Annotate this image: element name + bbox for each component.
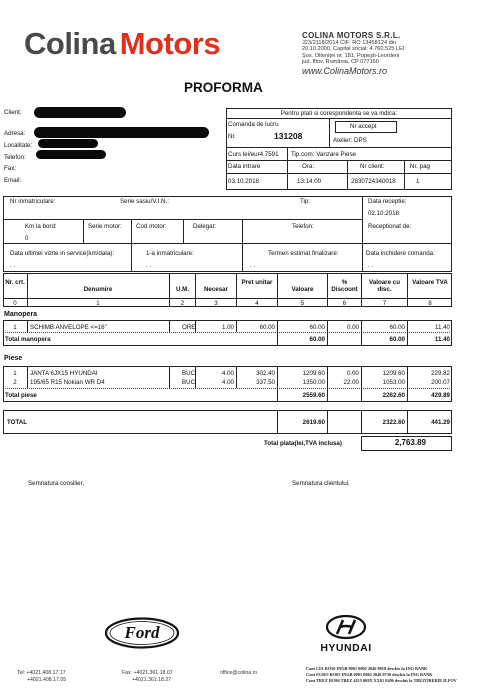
atelier-text: Atelier: DPS: [333, 137, 367, 144]
cell-tva: 11.40: [434, 324, 450, 331]
redaction-client: [34, 107, 126, 118]
cell-necesar: 1.00: [221, 324, 234, 331]
data-intrare-value: 03.10.2018: [228, 178, 259, 185]
piese-total-tva: 429.89: [431, 392, 450, 399]
serie-sasiu-label: Serie sasiu/V.I.N.:: [120, 198, 169, 205]
company-web: www.ColinaMotors.ro: [302, 65, 388, 76]
signature-client: Semnatura clientului,: [292, 480, 350, 487]
total-label: TOTAL: [7, 419, 28, 426]
cell-nr: 2: [13, 379, 17, 386]
nr-pag-label: Nr. pag: [410, 163, 430, 170]
nr-label: Nr.: [228, 133, 236, 140]
col-valoare: Valoare: [291, 286, 314, 293]
total-tva: 441.29: [431, 419, 450, 426]
cell-valoare-disc: 60.00: [389, 324, 405, 331]
cell-denumire: SCHIMB ANVELOPE <=16": [30, 324, 107, 331]
footer-tel-1: Tel: +4021.408.17.17: [17, 670, 66, 676]
manopera-total-tva: 11.40: [434, 336, 450, 343]
cell-discount: 22.00: [343, 379, 359, 386]
termen-label: Termen estimat finalizare:: [268, 250, 339, 257]
cell-valoare-disc: 1053.00: [382, 379, 405, 386]
ora-value: 13:14:00: [297, 178, 322, 185]
col-num-6: 6: [342, 300, 347, 307]
company-line-4: jud. Ilfov, România, CP 077160: [302, 59, 379, 66]
data-receptie-label: Data receptie:: [368, 198, 407, 205]
manopera-title: Manopera: [4, 311, 38, 318]
hyundai-logo: [316, 615, 376, 655]
nr-value: 131208: [274, 131, 303, 141]
page-title: PROFORMA: [184, 80, 263, 95]
logo-word-motors: Motors: [119, 26, 221, 61]
footer-bank: [306, 666, 457, 684]
km-label: Km la bord:: [25, 223, 57, 230]
col-num-5: 5: [300, 300, 305, 307]
col-denumire: Denumire: [83, 286, 113, 293]
adresa-label: Adresa:: [4, 130, 26, 137]
footer-bank-3: Cont TREZ RO96 TREZ 4215 069X XX01 0206 deschis la TREZORERIE ILFOV: [306, 678, 457, 683]
curs-text: Curs lei/eur4.7591: [228, 151, 279, 158]
receptionat-label: Receptionat de:: [368, 223, 412, 230]
ora-label: Ora:: [302, 163, 315, 170]
manopera-total-disc: 60.00: [389, 336, 405, 343]
cell-necesar: 4.00: [221, 379, 234, 386]
ford-wordmark: Ford: [124, 623, 160, 642]
cell-tva: 200.07: [431, 379, 450, 386]
total-plata-label: Total plata(lei,TVA inclusa): [264, 440, 342, 447]
signature-consilier: Semnatura consilier,: [28, 480, 85, 487]
prima-inmatriculare-label: 1-a inmatriculare:: [146, 250, 194, 257]
accept-label: Nr accept: [350, 123, 377, 130]
footer-tel: [17, 670, 66, 683]
col-tva: Valoare TVA: [412, 279, 448, 286]
hyundai-emblem-icon: [316, 615, 376, 641]
redaction-locality: [38, 139, 98, 148]
footer-fax-1: Fax: +4021.361.18.07: [122, 670, 173, 676]
telefon-label: Telefon:: [4, 154, 26, 161]
footer-fax-2: +4021.361.18.27: [132, 676, 172, 683]
cell-valoare-disc: 1209.60: [382, 370, 405, 377]
piese-total-disc: 2262.60: [382, 392, 405, 399]
cell-discount: 0.00: [346, 324, 359, 331]
footer-tel-2: +4021.408.17.05: [27, 676, 67, 683]
col-num-0: 0: [13, 300, 17, 307]
data-inchidere-label: Data inchidere comanda:: [366, 250, 435, 257]
km-value: 0: [25, 235, 29, 242]
delegat-label: Delegat:: [193, 223, 217, 230]
manopera-total-label: Total manopera: [5, 336, 51, 343]
cell-necesar: 4.00: [221, 370, 234, 377]
logo-word-colina: Colina: [24, 26, 116, 61]
fax-label: Fax:: [4, 165, 17, 172]
nr-client-label: Nr client:: [360, 163, 385, 170]
vehicle-box: [3, 196, 452, 272]
total-valoare: 2619.60: [302, 419, 325, 426]
cell-valoare: 60.00: [309, 324, 325, 331]
cell-denumire: JANTA 6JX15 HYUNDAI: [30, 370, 98, 377]
footer-email: office@colina.ro: [220, 670, 258, 676]
col-num-8: 8: [428, 300, 432, 307]
company-info: [302, 31, 472, 76]
cod-motor-label: Cod motor:: [136, 223, 167, 230]
nr-pag-value: 1: [416, 178, 420, 185]
company-line-1: J23/2118/2014 CIF: RO 13458124 din: [302, 40, 397, 46]
hyundai-wordmark: HYUNDAI: [320, 642, 372, 654]
localitate-label: Localitate:: [4, 142, 33, 149]
cell-pret: 302.40: [256, 370, 275, 377]
cell-denumire: 195/65 R15 Nokian WR D4: [30, 379, 105, 386]
col-num-3: 3: [214, 300, 218, 307]
telefon-vehicle-label: Telefon:: [292, 223, 314, 230]
ultima-vizita-label: Data ultimei vizite in service(km/data):: [10, 250, 115, 257]
cell-um: BUC: [182, 370, 196, 377]
company-line-3: Şos. Olteniţei nr. 181, Popeşti-Leordeni: [302, 52, 400, 59]
nr-client-value: 2830724340018: [351, 178, 396, 185]
data-receptie-value: 02.10.2018: [368, 210, 399, 217]
col-nr: Nr. crt.: [5, 279, 25, 286]
cell-um: ORE: [182, 324, 196, 331]
cell-valoare: 1350.00: [302, 379, 325, 386]
col-num-7: 7: [382, 300, 387, 307]
company-logo: [24, 26, 220, 62]
data-intrare-label: Data intrare: [228, 163, 261, 170]
serie-motor-label: Serie motor:: [88, 223, 122, 230]
dots-4: . .: [368, 262, 374, 269]
dots-1: . .: [10, 262, 16, 269]
dots-2: . .: [146, 262, 152, 269]
company-line-2: 20.10.2000, Capital social: 4.760.525 LEI: [302, 46, 405, 53]
client-label: Client:: [4, 109, 22, 116]
col-num-4: 4: [255, 300, 259, 307]
comanda-label: Comanda de lucru: [228, 121, 279, 128]
cell-nr: 1: [13, 324, 17, 331]
footer-fax: [122, 670, 173, 683]
nr-inmatriculare-label: Nr inmatriculare:: [10, 198, 56, 205]
dots-3: . .: [250, 262, 256, 269]
col-num-1: 1: [96, 300, 100, 307]
redaction-address: [34, 127, 209, 138]
cell-valoare: 1209.60: [302, 370, 325, 377]
cell-um: BUC: [182, 379, 196, 386]
piese-total-valoare: 2559.60: [302, 392, 325, 399]
manopera-total-valoare: 60.00: [309, 336, 325, 343]
tip-label: Tip:: [300, 198, 311, 205]
cell-pret: 337.50: [256, 379, 275, 386]
footer-bank-1: Cont LEI RO56 INGB 0001 0002 2046 8910 deschis la ING BANK: [306, 666, 428, 671]
email-label: Email:: [4, 177, 22, 184]
col-pret: Pret unitar: [241, 279, 273, 286]
total-cu-disc: 2322.60: [382, 419, 405, 426]
col-necesar: Necesar: [203, 286, 229, 293]
piese-title: Piese: [4, 355, 23, 362]
cell-pret: 60.00: [259, 324, 275, 331]
cell-tva: 229.82: [431, 370, 450, 377]
company-name: COLINA MOTORS S.R.L.: [302, 31, 401, 40]
piese-total-label: Total piese: [5, 392, 37, 399]
col-discount: % Discount: [331, 279, 358, 293]
col-valoare-disc: Valoare cu disc.: [369, 279, 400, 293]
redaction-phone: [36, 150, 106, 159]
tip-com-text: Tip.com: Vanzare Piese: [291, 151, 356, 158]
total-plata-value: 2,763.89: [394, 438, 426, 447]
col-num-2: 2: [180, 300, 185, 307]
cell-nr: 1: [13, 370, 17, 377]
corr-heading: Pentru plati si corespondenta se va indica:: [280, 110, 398, 117]
ford-logo: [104, 617, 180, 649]
footer-bank-2: Cont EURO RO05 INGB 0001 0002 2046 0730 deschis la ING BANK: [306, 672, 433, 677]
cell-discount: 0.00: [346, 370, 359, 377]
col-um: U.M.: [175, 286, 190, 293]
